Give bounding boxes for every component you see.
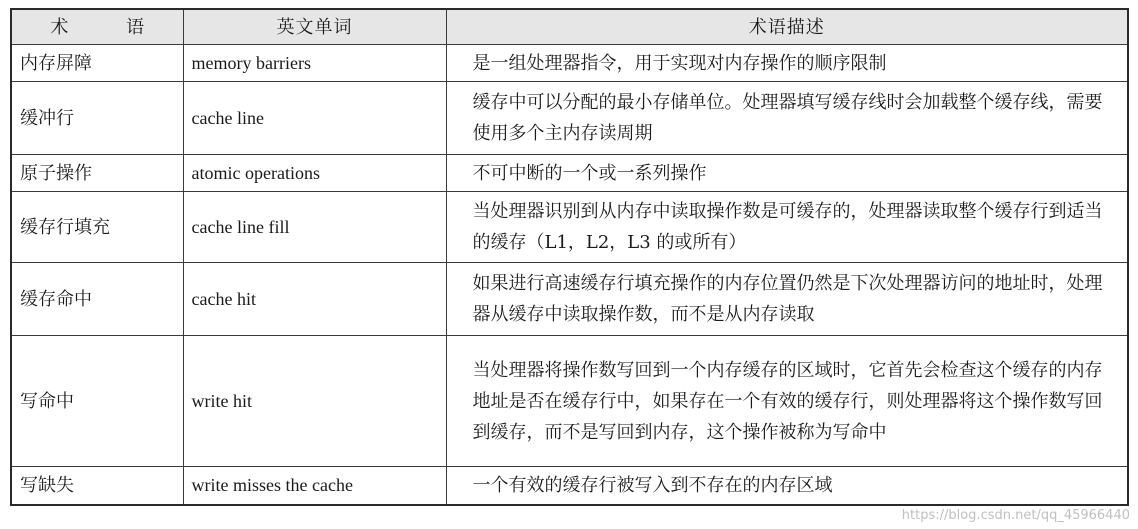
description-cell — [446, 467, 1128, 506]
table-row — [11, 467, 1128, 506]
description-cell — [446, 192, 1128, 263]
english-cell: cache line fill — [183, 192, 446, 263]
description-cell — [446, 45, 1128, 82]
english-cell: cache line — [183, 82, 446, 155]
description-cell — [446, 336, 1128, 467]
table-row — [11, 336, 1128, 467]
english-cell: cache hit — [183, 263, 446, 336]
description-cell — [446, 263, 1128, 336]
description-text: 不可中断的一个或一系列操作 — [472, 162, 707, 184]
description-cell — [446, 82, 1128, 155]
description-cell — [446, 155, 1128, 192]
english-cell: memory barriers — [183, 45, 446, 82]
english-cell: atomic operations — [183, 155, 446, 192]
english-cell: write misses the cache — [183, 467, 446, 506]
table-row — [11, 155, 1128, 192]
header-term: 术 语 — [11, 9, 183, 45]
table-row — [11, 45, 1128, 82]
term-cell: 写命中 — [11, 336, 183, 467]
term-cell: 缓冲行 — [11, 82, 183, 155]
table-row — [11, 82, 1128, 155]
term-cell: 原子操作 — [11, 155, 183, 192]
description-text: 如果进行高速缓存行填充操作的内存位置仍然是下次处理器访问的地址时，处理器从缓存中读取操作数，而不是从内存读取 — [472, 273, 1103, 325]
description-text: 当处理器识别到从内存中读取操作数是可缓存的，处理器读取整个缓存行到适当的缓存（L1，L2，L3 的或所有） — [472, 201, 1103, 253]
description-text: 缓存中可以分配的最小存储单位。处理器填写缓存线时会加载整个缓存线，需要使用多个主内存读周期 — [472, 92, 1103, 144]
term-cell: 缓存命中 — [11, 263, 183, 336]
table-header — [11, 9, 1128, 45]
term-cell: 内存屏障 — [11, 45, 183, 82]
description-text: 一个有效的缓存行被写入到不存在的内存区域 — [472, 475, 833, 496]
term-cell: 缓存行填充 — [11, 192, 183, 263]
table-row — [11, 192, 1128, 263]
watermark-url: https://blog.csdn.net/qq_45966440 — [901, 508, 1130, 523]
header-description: 术语描述 — [446, 9, 1128, 45]
description-text: 当处理器将操作数写回到一个内存缓存的区域时，它首先会检查这个缓存的内存地址是否在缓存行中，如果存在一个有效的缓存行，则处理器将这个操作数写回到缓存，而不是写回到内存，这个操作被称为写命中 — [472, 359, 1103, 443]
description-text: 是一组处理器指令，用于实现对内存操作的顺序限制 — [472, 52, 887, 74]
english-cell: write hit — [183, 336, 446, 467]
header-english: 英文单词 — [183, 9, 446, 45]
glossary-table — [10, 8, 1129, 506]
table-row — [11, 263, 1128, 336]
term-cell: 写缺失 — [11, 467, 183, 506]
